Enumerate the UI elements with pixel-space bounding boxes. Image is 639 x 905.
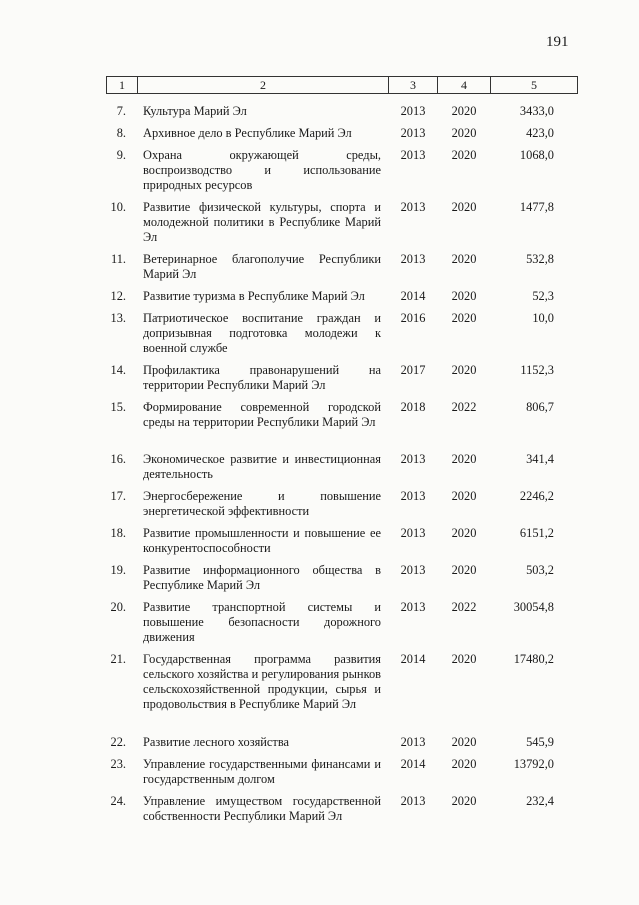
amount: 423,0 (526, 126, 554, 140)
row-number: 11. (110, 252, 126, 266)
row-number: 21. (110, 652, 126, 666)
page-number: 191 (546, 34, 569, 50)
program-name: Культура Марий Эл (143, 104, 247, 118)
end-year: 2020 (451, 126, 477, 140)
end-year: 2020 (451, 311, 477, 325)
amount: 52,3 (532, 289, 554, 303)
start-year: 2013 (400, 600, 426, 614)
program-name: Государственная программа развития сельского хозяйства и регулирования рынков сельскохозяйственной продукции, сырья и продовольствия в Республике Марий Эл (143, 652, 381, 711)
start-year: 2013 (400, 794, 426, 808)
end-year: 2020 (451, 363, 477, 377)
amount: 1152,3 (520, 363, 554, 377)
start-year: 2013 (400, 452, 426, 466)
amount: 503,2 (526, 563, 554, 577)
program-name: Патриотическое воспитание граждан и допризывная подготовка молодежи к военной службе (143, 311, 381, 355)
program-name: Управление имуществом государственной собственности Республики Марий Эл (143, 794, 381, 823)
amount: 806,7 (526, 400, 554, 414)
start-year: 2018 (400, 400, 426, 414)
amount: 2246,2 (519, 489, 554, 503)
end-year: 2020 (451, 794, 477, 808)
row-number: 7. (116, 104, 126, 118)
header-col-2: 2 (137, 77, 388, 93)
amount: 1477,8 (519, 200, 554, 214)
amount: 6151,2 (519, 526, 554, 540)
end-year: 2020 (451, 563, 477, 577)
start-year: 2017 (400, 363, 426, 377)
start-year: 2013 (400, 526, 426, 540)
row-number: 15. (110, 400, 126, 414)
header-col-1: 1 (106, 77, 137, 93)
program-name: Развитие физической культуры, спорта и молодежной политики в Республике Марий Эл (143, 200, 381, 244)
header-col-5: 5 (490, 77, 578, 93)
end-year: 2020 (451, 526, 477, 540)
end-year: 2020 (451, 289, 477, 303)
end-year: 2020 (451, 489, 477, 503)
amount: 3433,0 (519, 104, 554, 118)
row-number: 17. (110, 489, 126, 503)
amount: 532,8 (526, 252, 554, 266)
program-name: Развитие промышленности и повышение ее конкурентоспособности (143, 526, 381, 555)
program-name: Управление государственными финансами и государственным долгом (143, 757, 381, 786)
row-number: 20. (110, 600, 126, 614)
start-year: 2013 (400, 489, 426, 503)
row-number: 8. (116, 126, 126, 140)
end-year: 2020 (451, 735, 477, 749)
row-number: 22. (110, 735, 126, 749)
amount: 13792,0 (513, 757, 554, 771)
amount: 30054,8 (513, 600, 554, 614)
end-year: 2020 (451, 148, 477, 162)
end-year: 2020 (451, 652, 477, 666)
amount: 17480,2 (513, 652, 554, 666)
program-name: Охрана окружающей среды, воспроизводство и использование природных ресурсов (143, 148, 381, 192)
amount: 10,0 (532, 311, 554, 325)
program-name: Архивное дело в Республике Марий Эл (143, 126, 352, 140)
program-name: Энергосбережение и повышение энергетической эффективности (143, 489, 381, 518)
end-year: 2020 (451, 252, 477, 266)
start-year: 2013 (400, 126, 426, 140)
start-year: 2013 (400, 104, 426, 118)
start-year: 2013 (400, 252, 426, 266)
row-number: 23. (110, 757, 126, 771)
header-col-4: 4 (437, 77, 490, 93)
amount: 545,9 (526, 735, 554, 749)
row-number: 19. (110, 563, 126, 577)
row-number: 16. (110, 452, 126, 466)
row-number: 18. (110, 526, 126, 540)
program-name: Развитие информационного общества в Республике Марий Эл (143, 563, 381, 592)
start-year: 2013 (400, 735, 426, 749)
end-year: 2020 (451, 104, 477, 118)
start-year: 2013 (400, 148, 426, 162)
row-number: 12. (110, 289, 126, 303)
start-year: 2014 (400, 289, 426, 303)
program-name: Развитие транспортной системы и повышение безопасности дорожного движения (143, 600, 381, 644)
program-name: Развитие лесного хозяйства (143, 735, 290, 749)
start-year: 2014 (400, 652, 426, 666)
header-col-3: 3 (388, 77, 437, 93)
row-number: 9. (116, 148, 126, 162)
start-year: 2014 (400, 757, 426, 771)
program-name: Экономическое развитие и инвестиционная деятельность (143, 452, 381, 481)
start-year: 2013 (400, 200, 426, 214)
program-name: Профилактика правонарушений на территории Республики Марий Эл (143, 363, 381, 392)
end-year: 2022 (451, 400, 477, 414)
program-name: Развитие туризма в Республике Марий Эл (143, 289, 365, 303)
row-number: 10. (110, 200, 126, 214)
amount: 341,4 (526, 452, 554, 466)
end-year: 2020 (451, 452, 477, 466)
amount: 232,4 (526, 794, 554, 808)
start-year: 2013 (400, 563, 426, 577)
start-year: 2016 (400, 311, 426, 325)
end-year: 2020 (451, 757, 477, 771)
end-year: 2022 (451, 600, 477, 614)
table-header (106, 76, 578, 94)
row-number: 24. (110, 794, 126, 808)
program-name: Формирование современной городской среды на территории Республики Марий Эл (143, 400, 381, 429)
program-name: Ветеринарное благополучие Республики Марий Эл (143, 252, 381, 281)
row-number: 13. (110, 311, 126, 325)
end-year: 2020 (451, 200, 477, 214)
amount: 1068,0 (519, 148, 554, 162)
row-number: 14. (110, 363, 126, 377)
